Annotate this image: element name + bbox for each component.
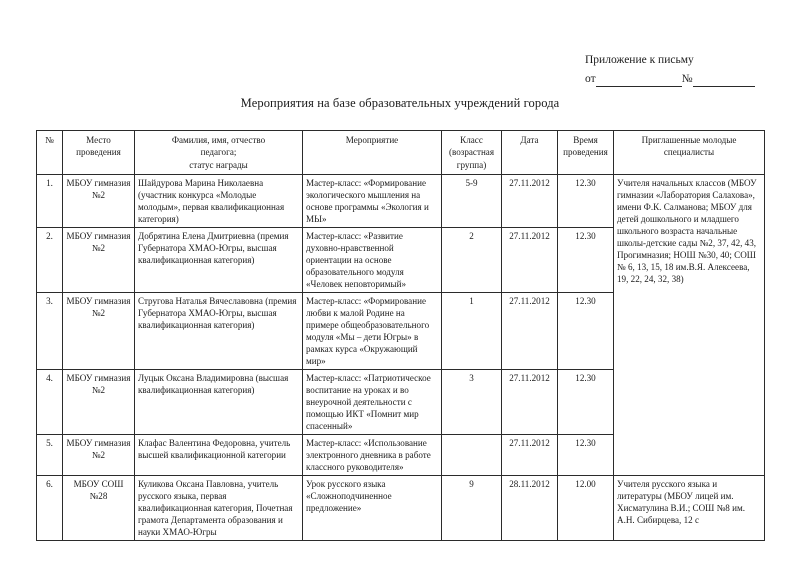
- header-place-line-2: проведения: [76, 147, 121, 158]
- letterhead-block: [585, 52, 785, 87]
- cell-time: 12.00: [558, 475, 614, 540]
- header-event: Мероприятие: [303, 131, 442, 175]
- cell-teacher-name: Добрятина Елена Дмитриевна (премия Губернатора ХМАО-Югры, высшая квалификационная категория): [135, 227, 303, 292]
- header-time: [558, 131, 614, 175]
- cell-teacher-name: Луцык Оксана Владимировна (высшая квалификационная категория): [135, 369, 303, 434]
- table-header: [37, 131, 765, 175]
- cell-date: 27.11.2012: [502, 369, 558, 434]
- letterhead-line-2: [585, 71, 785, 88]
- letterhead-number-blank[interactable]: [693, 75, 755, 87]
- cell-place: МБОУ гимназия №2: [63, 434, 135, 475]
- cell-date: 28.11.2012: [502, 475, 558, 540]
- cell-place: МБОУ СОШ №28: [63, 475, 135, 540]
- table-row: [37, 174, 765, 227]
- cell-event: Урок русского языка «Сложноподчиненное предложение»: [303, 475, 442, 540]
- cell-place: МБОУ гимназия №2: [63, 292, 135, 369]
- events-table-wrapper: [36, 130, 764, 541]
- cell-time: 12.30: [558, 174, 614, 227]
- cell-class: [442, 434, 502, 475]
- cell-number: 1.: [37, 174, 63, 227]
- cell-number: 3.: [37, 292, 63, 369]
- letterhead-date-blank[interactable]: [596, 75, 682, 87]
- cell-event: Мастер-класс: «Формирование любви к малой Родине на примере общеобразовательного модуля «Мы – дети Югры» в рамках курса «Окружающий мир»: [303, 292, 442, 369]
- letterhead-number-label: №: [681, 72, 693, 85]
- cell-guests-group-1: Учителя начальных классов (МБОУ гимназии «Лаборатория Салахова», имени Ф.К. Салманова; МБОУ для детей дошкольного и младшего школьного возраста начальные школы-детские сады №2, 37, 42, 43, Прогимназия; НОШ №30, 40; СОШ № 6, 13, 15, 18 им.В.Я. Алексеева, 19, 22, 24, 32, 38): [614, 174, 765, 475]
- header-time-line-1: Время: [573, 135, 598, 145]
- cell-time: 12.30: [558, 369, 614, 434]
- header-name-line-2: педагога;: [200, 147, 237, 158]
- header-class-line-3: группа): [456, 159, 487, 170]
- header-name-line-3: статус награды: [189, 159, 248, 170]
- cell-place: МБОУ гимназия №2: [63, 174, 135, 227]
- header-guests-line-1: Приглашенные молодые: [641, 135, 737, 145]
- cell-number: 5.: [37, 434, 63, 475]
- table-header-row: [37, 131, 765, 175]
- header-date: Дата: [502, 131, 558, 175]
- cell-date: 27.11.2012: [502, 292, 558, 369]
- cell-date: 27.11.2012: [502, 174, 558, 227]
- cell-event: Мастер-класс: «Патриотическое воспитание на уроках и во внеурочной деятельности с помощью ИКТ «Помнит мир спасенный»: [303, 369, 442, 434]
- events-table: [36, 130, 765, 541]
- cell-place: МБОУ гимназия №2: [63, 227, 135, 292]
- header-teacher-name: [135, 131, 303, 175]
- cell-teacher-name: Клафас Валентина Федоровна, учитель высшей квалификационной категории: [135, 434, 303, 475]
- header-number: №: [37, 131, 63, 175]
- header-class-line-2: (возрастная: [448, 147, 495, 158]
- cell-teacher-name: Стругова Наталья Вячеславовна (премия Губернатора ХМАО-Югры, высшая квалификационная категория): [135, 292, 303, 369]
- header-class: [442, 131, 502, 175]
- cell-date: 27.11.2012: [502, 434, 558, 475]
- header-place: [63, 131, 135, 175]
- cell-time: 12.30: [558, 434, 614, 475]
- cell-event: Мастер-класс: «Формирование экологического мышления на основе программы «Экология и МЫ»: [303, 174, 442, 227]
- cell-class: 2: [442, 227, 502, 292]
- table-body: [37, 174, 765, 540]
- cell-teacher-name: Шайдурова Марина Николаевна (участник конкурса «Молодые молодым», первая квалификационная категория): [135, 174, 303, 227]
- cell-date: 27.11.2012: [502, 227, 558, 292]
- header-guests: [614, 131, 765, 175]
- cell-class: 5-9: [442, 174, 502, 227]
- header-name-line-1: Фамилия, имя, отчество: [171, 135, 266, 145]
- cell-place: МБОУ гимназия №2: [63, 369, 135, 434]
- cell-teacher-name: Куликова Оксана Павловна, учитель русского языка, первая квалификационная категория, Почетная грамота Департамента образования и науки ХМАО-Югры: [135, 475, 303, 540]
- page-title: Мероприятия на базе образовательных учреждений города: [240, 96, 560, 110]
- cell-guests-group-2: Учителя русского языка и литературы (МБОУ лицей им. Хисматулина В.И.; СОШ №8 им. А.Н. Сибирцева, 12 с: [614, 475, 765, 540]
- cell-class: 3: [442, 369, 502, 434]
- cell-class: 1: [442, 292, 502, 369]
- header-guests-line-2: специалисты: [663, 147, 715, 158]
- table-row: [37, 475, 765, 540]
- letterhead-line-1: Приложение к письму: [585, 54, 694, 66]
- cell-number: 4.: [37, 369, 63, 434]
- cell-number: 6.: [37, 475, 63, 540]
- cell-event: Мастер-класс: «Развитие духовно-нравственной ориентации на основе образовательного модуля «Человек неповторимый»: [303, 227, 442, 292]
- letterhead-from-label: от: [585, 72, 596, 85]
- header-time-line-2: проведения: [563, 147, 608, 158]
- cell-event: Мастер-класс: «Использование электронного дневника в работе классного руководителя»: [303, 434, 442, 475]
- cell-time: 12.30: [558, 227, 614, 292]
- header-place-line-1: Место: [86, 135, 111, 145]
- cell-time: 12.30: [558, 292, 614, 369]
- cell-class: 9: [442, 475, 502, 540]
- header-class-line-1: Класс: [460, 135, 483, 145]
- cell-number: 2.: [37, 227, 63, 292]
